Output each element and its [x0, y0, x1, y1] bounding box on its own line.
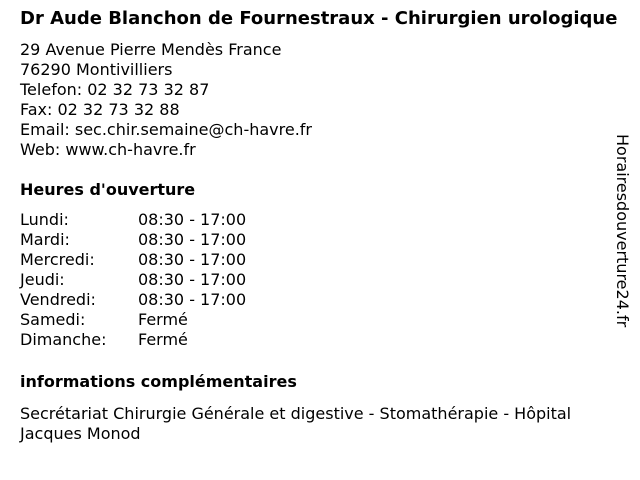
- time-value: 08:30 - 17:00: [138, 250, 247, 269]
- address-street: 29 Avenue Pierre Mendès France: [20, 40, 282, 59]
- day-label: Dimanche:: [20, 330, 107, 349]
- time-value: Fermé: [138, 330, 188, 349]
- hours-row-thursday: [20, 270, 622, 290]
- contact-block: [20, 40, 622, 160]
- day-label: Samedi:: [20, 310, 86, 329]
- hours-row-wednesday: [20, 250, 622, 270]
- fax-number: Fax: 02 32 73 32 88: [20, 100, 180, 119]
- hours-row-monday: [20, 210, 622, 230]
- day-label: Mercredi:: [20, 250, 95, 269]
- hours-row-friday: [20, 290, 622, 310]
- phone-number[interactable]: Telefon: 02 32 73 32 87: [20, 80, 210, 99]
- site-watermark: Horairesdouverture24.fr: [613, 134, 632, 328]
- time-value: 08:30 - 17:00: [138, 270, 247, 289]
- time-value: 08:30 - 17:00: [138, 290, 247, 309]
- address-city: 76290 Montivilliers: [20, 60, 173, 79]
- time-value: Fermé: [138, 310, 188, 329]
- page-title: Dr Aude Blanchon de Fournestraux - Chirurgien urologique: [20, 8, 618, 29]
- opening-hours-table: [20, 210, 622, 350]
- business-listing: [20, 8, 622, 444]
- day-label: Lundi:: [20, 210, 69, 229]
- opening-hours-heading: Heures d'ouverture: [20, 180, 196, 199]
- hours-row-saturday: [20, 310, 622, 330]
- time-value: 08:30 - 17:00: [138, 230, 247, 249]
- time-value: 08:30 - 17:00: [138, 210, 247, 229]
- day-label: Mardi:: [20, 230, 70, 249]
- email-address[interactable]: Email: sec.chir.semaine@ch-havre.fr: [20, 120, 312, 139]
- day-label: Jeudi:: [20, 270, 65, 289]
- additional-info-text: Secrétariat Chirurgie Générale et digestive - Stomathérapie - Hôpital Jacques Monod: [20, 404, 572, 443]
- hours-row-tuesday: [20, 230, 622, 250]
- website-link[interactable]: Web: www.ch-havre.fr: [20, 140, 196, 159]
- day-label: Vendredi:: [20, 290, 96, 309]
- hours-row-sunday: [20, 330, 622, 350]
- additional-info-heading: informations complémentaires: [20, 372, 297, 391]
